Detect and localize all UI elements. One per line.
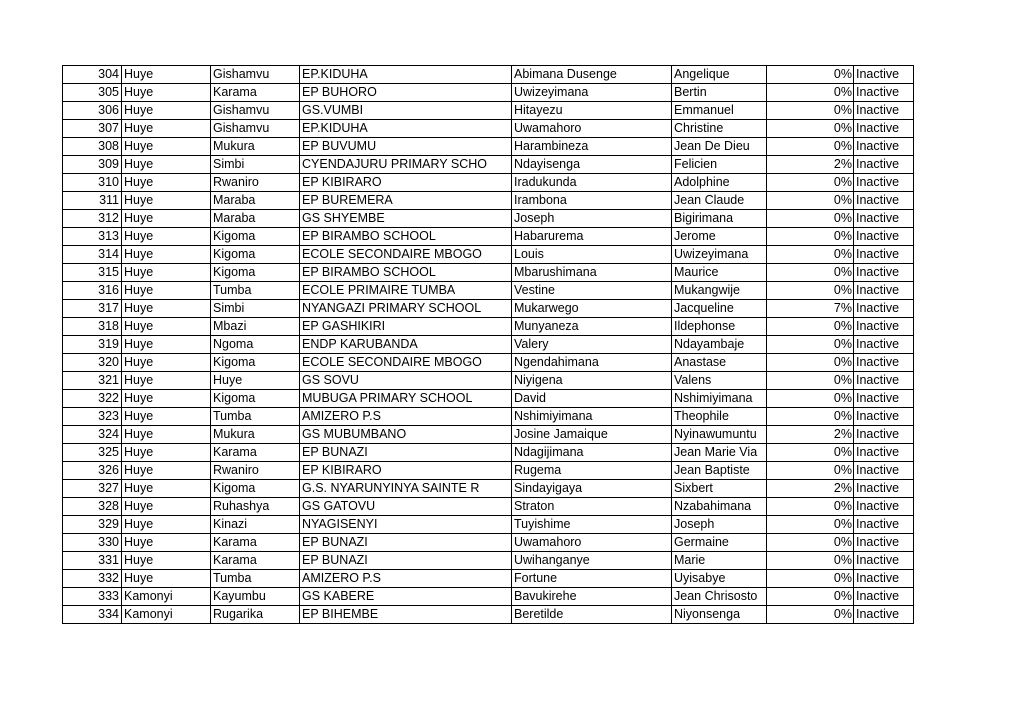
district-cell: Huye	[122, 444, 211, 462]
sector-cell: Kigoma	[211, 228, 300, 246]
sector-cell: Ruhashya	[211, 498, 300, 516]
school-cell: EP.KIDUHA	[300, 66, 512, 84]
school-cell: GS.VUMBI	[300, 102, 512, 120]
percent-cell: 0%	[767, 570, 854, 588]
row-number-cell: 326	[63, 462, 122, 480]
name-cell: Uwamahoro	[512, 534, 672, 552]
data-table	[62, 65, 914, 624]
school-cell: EP BIRAMBO SCHOOL	[300, 264, 512, 282]
name-cell: Bavukirehe	[512, 588, 672, 606]
status-cell: Inactive	[854, 120, 914, 138]
status-cell: Inactive	[854, 282, 914, 300]
school-cell: EP BUHORO	[300, 84, 512, 102]
name-cell: Louis	[512, 246, 672, 264]
district-cell: Huye	[122, 228, 211, 246]
status-cell: Inactive	[854, 192, 914, 210]
status-cell: Inactive	[854, 606, 914, 624]
sector-cell: Gishamvu	[211, 102, 300, 120]
school-cell: G.S. NYARUNYINYA SAINTE R	[300, 480, 512, 498]
row-number-cell: 321	[63, 372, 122, 390]
second-name-cell: Uwizeyimana	[672, 246, 767, 264]
name-cell: Irambona	[512, 192, 672, 210]
status-cell: Inactive	[854, 156, 914, 174]
sector-cell: Simbi	[211, 300, 300, 318]
second-name-cell: Jean De Dieu	[672, 138, 767, 156]
percent-cell: 0%	[767, 372, 854, 390]
district-cell: Huye	[122, 246, 211, 264]
status-cell: Inactive	[854, 588, 914, 606]
name-cell: Sindayigaya	[512, 480, 672, 498]
percent-cell: 0%	[767, 246, 854, 264]
district-cell: Huye	[122, 300, 211, 318]
percent-cell: 0%	[767, 552, 854, 570]
table-row	[63, 570, 914, 588]
status-cell: Inactive	[854, 246, 914, 264]
row-number-cell: 315	[63, 264, 122, 282]
table-row	[63, 246, 914, 264]
school-cell: ECOLE SECONDAIRE MBOGO	[300, 246, 512, 264]
name-cell: Habarurema	[512, 228, 672, 246]
status-cell: Inactive	[854, 354, 914, 372]
row-number-cell: 334	[63, 606, 122, 624]
name-cell: Valery	[512, 336, 672, 354]
name-cell: Mbarushimana	[512, 264, 672, 282]
row-number-cell: 309	[63, 156, 122, 174]
name-cell: Beretilde	[512, 606, 672, 624]
sector-cell: Kinazi	[211, 516, 300, 534]
district-cell: Huye	[122, 318, 211, 336]
district-cell: Huye	[122, 120, 211, 138]
row-number-cell: 322	[63, 390, 122, 408]
status-cell: Inactive	[854, 552, 914, 570]
sector-cell: Mukura	[211, 138, 300, 156]
school-cell: EP BUREMERA	[300, 192, 512, 210]
second-name-cell: Niyonsenga	[672, 606, 767, 624]
second-name-cell: Jean Baptiste	[672, 462, 767, 480]
percent-cell: 0%	[767, 588, 854, 606]
sector-cell: Karama	[211, 444, 300, 462]
table-row	[63, 534, 914, 552]
table-row	[63, 498, 914, 516]
district-cell: Huye	[122, 156, 211, 174]
school-cell: MUBUGA PRIMARY SCHOOL	[300, 390, 512, 408]
sector-cell: Kigoma	[211, 246, 300, 264]
percent-cell: 2%	[767, 480, 854, 498]
second-name-cell: Jean Claude	[672, 192, 767, 210]
name-cell: Ndagijimana	[512, 444, 672, 462]
sector-cell: Mukura	[211, 426, 300, 444]
school-cell: ECOLE SECONDAIRE MBOGO	[300, 354, 512, 372]
sector-cell: Kigoma	[211, 480, 300, 498]
school-cell: ENDP KARUBANDA	[300, 336, 512, 354]
status-cell: Inactive	[854, 390, 914, 408]
row-number-cell: 307	[63, 120, 122, 138]
table-row	[63, 336, 914, 354]
row-number-cell: 320	[63, 354, 122, 372]
school-cell: EP GASHIKIRI	[300, 318, 512, 336]
status-cell: Inactive	[854, 408, 914, 426]
row-number-cell: 308	[63, 138, 122, 156]
district-cell: Huye	[122, 552, 211, 570]
second-name-cell: Valens	[672, 372, 767, 390]
percent-cell: 0%	[767, 606, 854, 624]
sector-cell: Tumba	[211, 408, 300, 426]
percent-cell: 0%	[767, 516, 854, 534]
table-row	[63, 480, 914, 498]
percent-cell: 0%	[767, 408, 854, 426]
table-row	[63, 408, 914, 426]
second-name-cell: Ildephonse	[672, 318, 767, 336]
status-cell: Inactive	[854, 516, 914, 534]
percent-cell: 0%	[767, 336, 854, 354]
name-cell: Fortune	[512, 570, 672, 588]
table-row	[63, 426, 914, 444]
name-cell: Harambineza	[512, 138, 672, 156]
row-number-cell: 324	[63, 426, 122, 444]
school-cell: GS GATOVU	[300, 498, 512, 516]
table-row	[63, 372, 914, 390]
sector-cell: Ngoma	[211, 336, 300, 354]
percent-cell: 2%	[767, 426, 854, 444]
district-cell: Huye	[122, 66, 211, 84]
row-number-cell: 331	[63, 552, 122, 570]
table-body	[63, 66, 914, 624]
status-cell: Inactive	[854, 570, 914, 588]
name-cell: Uwihanganye	[512, 552, 672, 570]
school-cell: EP BUNAZI	[300, 444, 512, 462]
percent-cell: 0%	[767, 390, 854, 408]
percent-cell: 0%	[767, 498, 854, 516]
sector-cell: Kigoma	[211, 390, 300, 408]
district-cell: Huye	[122, 372, 211, 390]
percent-cell: 0%	[767, 462, 854, 480]
district-cell: Huye	[122, 570, 211, 588]
second-name-cell: Theophile	[672, 408, 767, 426]
name-cell: Ngendahimana	[512, 354, 672, 372]
school-cell: ECOLE PRIMAIRE TUMBA	[300, 282, 512, 300]
school-cell: EP BIRAMBO SCHOOL	[300, 228, 512, 246]
second-name-cell: Nyinawumuntu	[672, 426, 767, 444]
table-row	[63, 462, 914, 480]
table-row	[63, 444, 914, 462]
name-cell: Joseph	[512, 210, 672, 228]
sector-cell: Gishamvu	[211, 66, 300, 84]
table-row	[63, 354, 914, 372]
row-number-cell: 328	[63, 498, 122, 516]
status-cell: Inactive	[854, 228, 914, 246]
district-cell: Huye	[122, 462, 211, 480]
percent-cell: 0%	[767, 174, 854, 192]
sector-cell: Rugarika	[211, 606, 300, 624]
district-cell: Huye	[122, 498, 211, 516]
name-cell: Straton	[512, 498, 672, 516]
name-cell: Uwamahoro	[512, 120, 672, 138]
row-number-cell: 325	[63, 444, 122, 462]
table-row	[63, 192, 914, 210]
district-cell: Huye	[122, 408, 211, 426]
sector-cell: Maraba	[211, 192, 300, 210]
school-cell: EP KIBIRARO	[300, 462, 512, 480]
status-cell: Inactive	[854, 84, 914, 102]
table-row	[63, 156, 914, 174]
percent-cell: 0%	[767, 354, 854, 372]
status-cell: Inactive	[854, 138, 914, 156]
row-number-cell: 305	[63, 84, 122, 102]
second-name-cell: Maurice	[672, 264, 767, 282]
status-cell: Inactive	[854, 534, 914, 552]
name-cell: Vestine	[512, 282, 672, 300]
row-number-cell: 319	[63, 336, 122, 354]
percent-cell: 0%	[767, 444, 854, 462]
table-row	[63, 552, 914, 570]
second-name-cell: Joseph	[672, 516, 767, 534]
sector-cell: Rwaniro	[211, 462, 300, 480]
percent-cell: 0%	[767, 264, 854, 282]
name-cell: Abimana Dusenge	[512, 66, 672, 84]
status-cell: Inactive	[854, 318, 914, 336]
second-name-cell: Jean Marie Via	[672, 444, 767, 462]
name-cell: Uwizeyimana	[512, 84, 672, 102]
table-row	[63, 102, 914, 120]
district-cell: Huye	[122, 354, 211, 372]
percent-cell: 7%	[767, 300, 854, 318]
sector-cell: Gishamvu	[211, 120, 300, 138]
sector-cell: Mbazi	[211, 318, 300, 336]
name-cell: David	[512, 390, 672, 408]
school-cell: EP KIBIRARO	[300, 174, 512, 192]
table-row	[63, 174, 914, 192]
row-number-cell: 304	[63, 66, 122, 84]
name-cell: Rugema	[512, 462, 672, 480]
second-name-cell: Emmanuel	[672, 102, 767, 120]
table-row	[63, 516, 914, 534]
table-row	[63, 66, 914, 84]
school-cell: EP.KIDUHA	[300, 120, 512, 138]
status-cell: Inactive	[854, 174, 914, 192]
second-name-cell: Uyisabye	[672, 570, 767, 588]
row-number-cell: 317	[63, 300, 122, 318]
row-number-cell: 306	[63, 102, 122, 120]
school-cell: NYANGAZI PRIMARY SCHOOL	[300, 300, 512, 318]
district-cell: Huye	[122, 138, 211, 156]
district-cell: Huye	[122, 426, 211, 444]
district-cell: Huye	[122, 336, 211, 354]
name-cell: Ndayisenga	[512, 156, 672, 174]
name-cell: Hitayezu	[512, 102, 672, 120]
row-number-cell: 311	[63, 192, 122, 210]
second-name-cell: Adolphine	[672, 174, 767, 192]
status-cell: Inactive	[854, 210, 914, 228]
row-number-cell: 312	[63, 210, 122, 228]
school-cell: GS SOVU	[300, 372, 512, 390]
table-row	[63, 138, 914, 156]
percent-cell: 0%	[767, 120, 854, 138]
percent-cell: 0%	[767, 192, 854, 210]
sector-cell: Tumba	[211, 570, 300, 588]
table-row	[63, 210, 914, 228]
table-row	[63, 120, 914, 138]
row-number-cell: 330	[63, 534, 122, 552]
second-name-cell: Jerome	[672, 228, 767, 246]
district-cell: Huye	[122, 282, 211, 300]
district-cell: Huye	[122, 390, 211, 408]
status-cell: Inactive	[854, 480, 914, 498]
row-number-cell: 318	[63, 318, 122, 336]
sector-cell: Simbi	[211, 156, 300, 174]
school-cell: GS MUBUMBANO	[300, 426, 512, 444]
percent-cell: 0%	[767, 318, 854, 336]
sector-cell: Kayumbu	[211, 588, 300, 606]
percent-cell: 0%	[767, 84, 854, 102]
second-name-cell: Mukangwije	[672, 282, 767, 300]
second-name-cell: Jean Chrisosto	[672, 588, 767, 606]
sector-cell: Kigoma	[211, 354, 300, 372]
status-cell: Inactive	[854, 444, 914, 462]
percent-cell: 2%	[767, 156, 854, 174]
district-cell: Huye	[122, 102, 211, 120]
second-name-cell: Bertin	[672, 84, 767, 102]
status-cell: Inactive	[854, 264, 914, 282]
district-cell: Huye	[122, 210, 211, 228]
school-cell: AMIZERO P.S	[300, 570, 512, 588]
district-cell: Huye	[122, 480, 211, 498]
name-cell: Niyigena	[512, 372, 672, 390]
second-name-cell: Angelique	[672, 66, 767, 84]
row-number-cell: 329	[63, 516, 122, 534]
status-cell: Inactive	[854, 66, 914, 84]
school-cell: AMIZERO P.S	[300, 408, 512, 426]
row-number-cell: 310	[63, 174, 122, 192]
school-cell: EP BIHEMBE	[300, 606, 512, 624]
percent-cell: 0%	[767, 534, 854, 552]
sector-cell: Huye	[211, 372, 300, 390]
status-cell: Inactive	[854, 102, 914, 120]
second-name-cell: Felicien	[672, 156, 767, 174]
school-cell: GS SHYEMBE	[300, 210, 512, 228]
sector-cell: Karama	[211, 552, 300, 570]
school-cell: EP BUVUMU	[300, 138, 512, 156]
status-cell: Inactive	[854, 300, 914, 318]
second-name-cell: Nshimiyimana	[672, 390, 767, 408]
district-cell: Huye	[122, 192, 211, 210]
row-number-cell: 323	[63, 408, 122, 426]
district-cell: Huye	[122, 516, 211, 534]
status-cell: Inactive	[854, 372, 914, 390]
status-cell: Inactive	[854, 336, 914, 354]
school-cell: GS KABERE	[300, 588, 512, 606]
table-row	[63, 264, 914, 282]
second-name-cell: Germaine	[672, 534, 767, 552]
second-name-cell: Nzabahimana	[672, 498, 767, 516]
percent-cell: 0%	[767, 138, 854, 156]
second-name-cell: Jacqueline	[672, 300, 767, 318]
second-name-cell: Anastase	[672, 354, 767, 372]
name-cell: Mukarwego	[512, 300, 672, 318]
table-row	[63, 390, 914, 408]
district-cell: Huye	[122, 84, 211, 102]
sector-cell: Rwaniro	[211, 174, 300, 192]
table-row	[63, 606, 914, 624]
sector-cell: Karama	[211, 534, 300, 552]
status-cell: Inactive	[854, 462, 914, 480]
second-name-cell: Marie	[672, 552, 767, 570]
second-name-cell: Christine	[672, 120, 767, 138]
percent-cell: 0%	[767, 66, 854, 84]
percent-cell: 0%	[767, 210, 854, 228]
second-name-cell: Bigirimana	[672, 210, 767, 228]
table-row	[63, 588, 914, 606]
second-name-cell: Sixbert	[672, 480, 767, 498]
row-number-cell: 327	[63, 480, 122, 498]
percent-cell: 0%	[767, 228, 854, 246]
school-cell: NYAGISENYI	[300, 516, 512, 534]
row-number-cell: 316	[63, 282, 122, 300]
percent-cell: 0%	[767, 102, 854, 120]
sector-cell: Tumba	[211, 282, 300, 300]
name-cell: Nshimiyimana	[512, 408, 672, 426]
sector-cell: Maraba	[211, 210, 300, 228]
name-cell: Munyaneza	[512, 318, 672, 336]
school-cell: CYENDAJURU PRIMARY SCHO	[300, 156, 512, 174]
status-cell: Inactive	[854, 498, 914, 516]
sector-cell: Kigoma	[211, 264, 300, 282]
table-row	[63, 300, 914, 318]
name-cell: Josine Jamaique	[512, 426, 672, 444]
row-number-cell: 313	[63, 228, 122, 246]
district-cell: Kamonyi	[122, 588, 211, 606]
table-row	[63, 228, 914, 246]
row-number-cell: 333	[63, 588, 122, 606]
second-name-cell: Ndayambaje	[672, 336, 767, 354]
district-cell: Huye	[122, 174, 211, 192]
row-number-cell: 332	[63, 570, 122, 588]
district-cell: Huye	[122, 534, 211, 552]
table-row	[63, 282, 914, 300]
row-number-cell: 314	[63, 246, 122, 264]
name-cell: Iradukunda	[512, 174, 672, 192]
percent-cell: 0%	[767, 282, 854, 300]
district-cell: Huye	[122, 264, 211, 282]
table-row	[63, 84, 914, 102]
school-cell: EP BUNAZI	[300, 552, 512, 570]
status-cell: Inactive	[854, 426, 914, 444]
name-cell: Tuyishime	[512, 516, 672, 534]
sector-cell: Karama	[211, 84, 300, 102]
table-row	[63, 318, 914, 336]
district-cell: Kamonyi	[122, 606, 211, 624]
school-cell: EP BUNAZI	[300, 534, 512, 552]
